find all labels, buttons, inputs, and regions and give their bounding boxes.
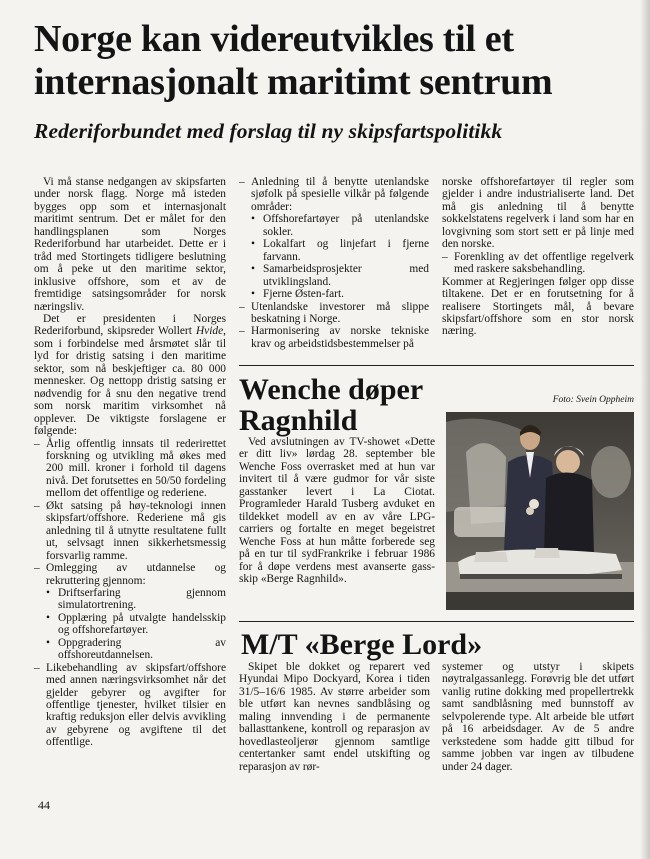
article-column-1 (34, 176, 226, 749)
proposal-list (442, 251, 634, 276)
list-item: – Harmonisering av norske tekniske krav og arbeidstidsbestemmelser på (239, 325, 429, 350)
berge-lord-column-1 (239, 661, 430, 773)
sub-list-item: • Oppgradering av offshoreutdannelsen. (34, 637, 226, 662)
sub-list-item: • Driftserfaring gjennom simulatortrening. (34, 587, 226, 612)
wenche-section-title: Wenche døper Ragnhild (239, 373, 423, 437)
page-number: 44 (38, 798, 50, 812)
list-item: – Forenkling av det offentlige regelverk med raskere saksbehandling. (442, 251, 634, 276)
list-item: – Økt satsing på høy-teknologi innen skipsfart/offshore. Rederiene må gis anledning til å utnytte resultatene fullt ut, selvsagt innen sikkerhetsmessig forsvarlig ramme. (34, 500, 226, 562)
article-subheadline: Rederiforbundet med forslag til ny skipsfartspolitikk (34, 119, 503, 143)
paragraph: norske offshorefartøyer til regler som gjelder i andre industrialiserte land. Det må gis anledning til å benytte sokkelstatens regelverk i land som har en lovgivning som stort sett er på linje med den norske. (442, 176, 634, 251)
list-item: – Anledning til å benytte utenlandske sjøfolk på spesielle vilkår på følgende områder: (239, 176, 429, 213)
sub-list-item: • Fjerne Østen-fart. (239, 288, 429, 300)
paragraph: Ved avslutningen av TV-showet «Dette er ditt liv» lørdag 28. september ble Wenche Foss overrasket med at hun var invitert til å være gudmor for vår siste gasstanker levert i La Ciotat. Programleder Harald Tusberg avduket en tildekket modell av en av våre LPG-carriers og fortalte en meget begeistret Wenche Foss at hun måtte forberede seg på en tur til sydFrankrike i februar 1986 for å døpe verdens mest avanserte gass-skip «Berge Ragnhild». (239, 436, 435, 585)
paragraph: Kommer at Regjeringen følger opp disse tiltakene. Det er en forutsetning for å realisere Stortingets mål, å bevare skipsfart/offshore som en stor norsk næring. (442, 275, 634, 338)
proposal-list (239, 176, 429, 350)
paragraph: systemer og utstyr i skipets nøytralgassanlegg. Forøvrig ble det utført vanlig rutine dokking med propellertrekk samt sandblåsning med bunnstoff av selvpolerende type. Alt arbeide ble utført på 16 arbeidsdager. Av de 5 andre verkstedene som hadde gitt tilbud for samme jobben var ingen av tilbudene under 24 dager. (442, 661, 634, 773)
text-run: Det er presidenten i Norges Rederiforbund, skipsreder Wollert (34, 312, 226, 338)
sub-list-item: • Offshorefartøyer på utenlandske sokler. (239, 213, 429, 238)
article-column-3 (442, 176, 634, 338)
section-divider (239, 621, 634, 622)
berge-lord-section-title: M/T «Berge Lord» (241, 628, 483, 661)
paragraph (34, 313, 226, 438)
list-item: – Omlegging av utdannelse og rekruttering gjennom: (34, 562, 226, 587)
proposal-list (34, 438, 226, 749)
text-run: , som i forbindelse med årsmøtet slår til lyd for dristig satsing i den maritime sektor, som nå beskjeftiger ca. 80 000 mennesker. Og nettopp dristig satsing er nødvendig for å snu den negative trend som norsk maritim virksomhet nå opplever. De viktigste forslagene er følgende: (34, 325, 226, 438)
list-item: – Likebehandling av skipsfart/offshore med annen næringsvirksomhet når det gjelder gebyrer og avgifter for offentlige tjenester, hvilket tilsier en kraftig reduksjon eller delvis avvikling av gebyrene og avgiftene til det offentlige. (34, 662, 226, 749)
sub-list-item: • Opplæring på utvalgte handelsskip og offshorefartøyer. (34, 612, 226, 637)
article-headline: Norge kan videreutvikles til et internasjonalt maritimt sentrum (34, 18, 553, 103)
wenche-article-body (239, 436, 435, 585)
paragraph: Vi må stanse nedgangen av skipsfarten under norsk flagg. Norge må isteden bygges opp som et internasjonalt maritimt sentrum. Det er målet for den handlingsplanen som Norges Rederiforbund har utarbeidet. Dette er i tråd med Stortingets tidligere beslutning om å peke ut den maritime sektor, inklusive offshore, som et av de fremtidige satsingsområder for norsk næringsliv. (34, 176, 226, 313)
sub-list-item: • Lokalfart og linjefart i fjerne farvann. (239, 238, 429, 263)
article-column-2 (239, 176, 429, 350)
person-name: Hvide (195, 325, 224, 338)
list-item: – Årlig offentlig innsats til rederirettet forskning og utvikling må økes med 200 mill. kroner i forhold til dagens nivå. Det forutsettes en 50/50 fordeling mellom det offentlige og rederiene. (34, 438, 226, 500)
sub-list-item: • Samarbeidsprosjekter med utviklingsland. (239, 263, 429, 288)
berge-lord-column-2 (442, 661, 634, 773)
page-edge-shadow (640, 0, 650, 859)
photo-illustration (446, 412, 634, 610)
list-item: – Utenlandske investorer må slippe beskatning i Norge. (239, 301, 429, 326)
paragraph: Skipet ble dokket og reparert ved Hyundai Mipo Dockyard, Korea i tiden 31/5–16/6 1985. Av større arbeider som ble utført kan nevnes sandblåsing og maling innvending i de permanente ballasttankene, kontroll og reparasjon av hovedlasteoljerør gjennom samtlige centertanker samt endel utskifting og reparasjon av rør- (239, 661, 430, 773)
news-photo (446, 412, 634, 610)
photo-credit: Foto: Svein Oppheim (552, 395, 634, 405)
section-divider (239, 365, 634, 366)
